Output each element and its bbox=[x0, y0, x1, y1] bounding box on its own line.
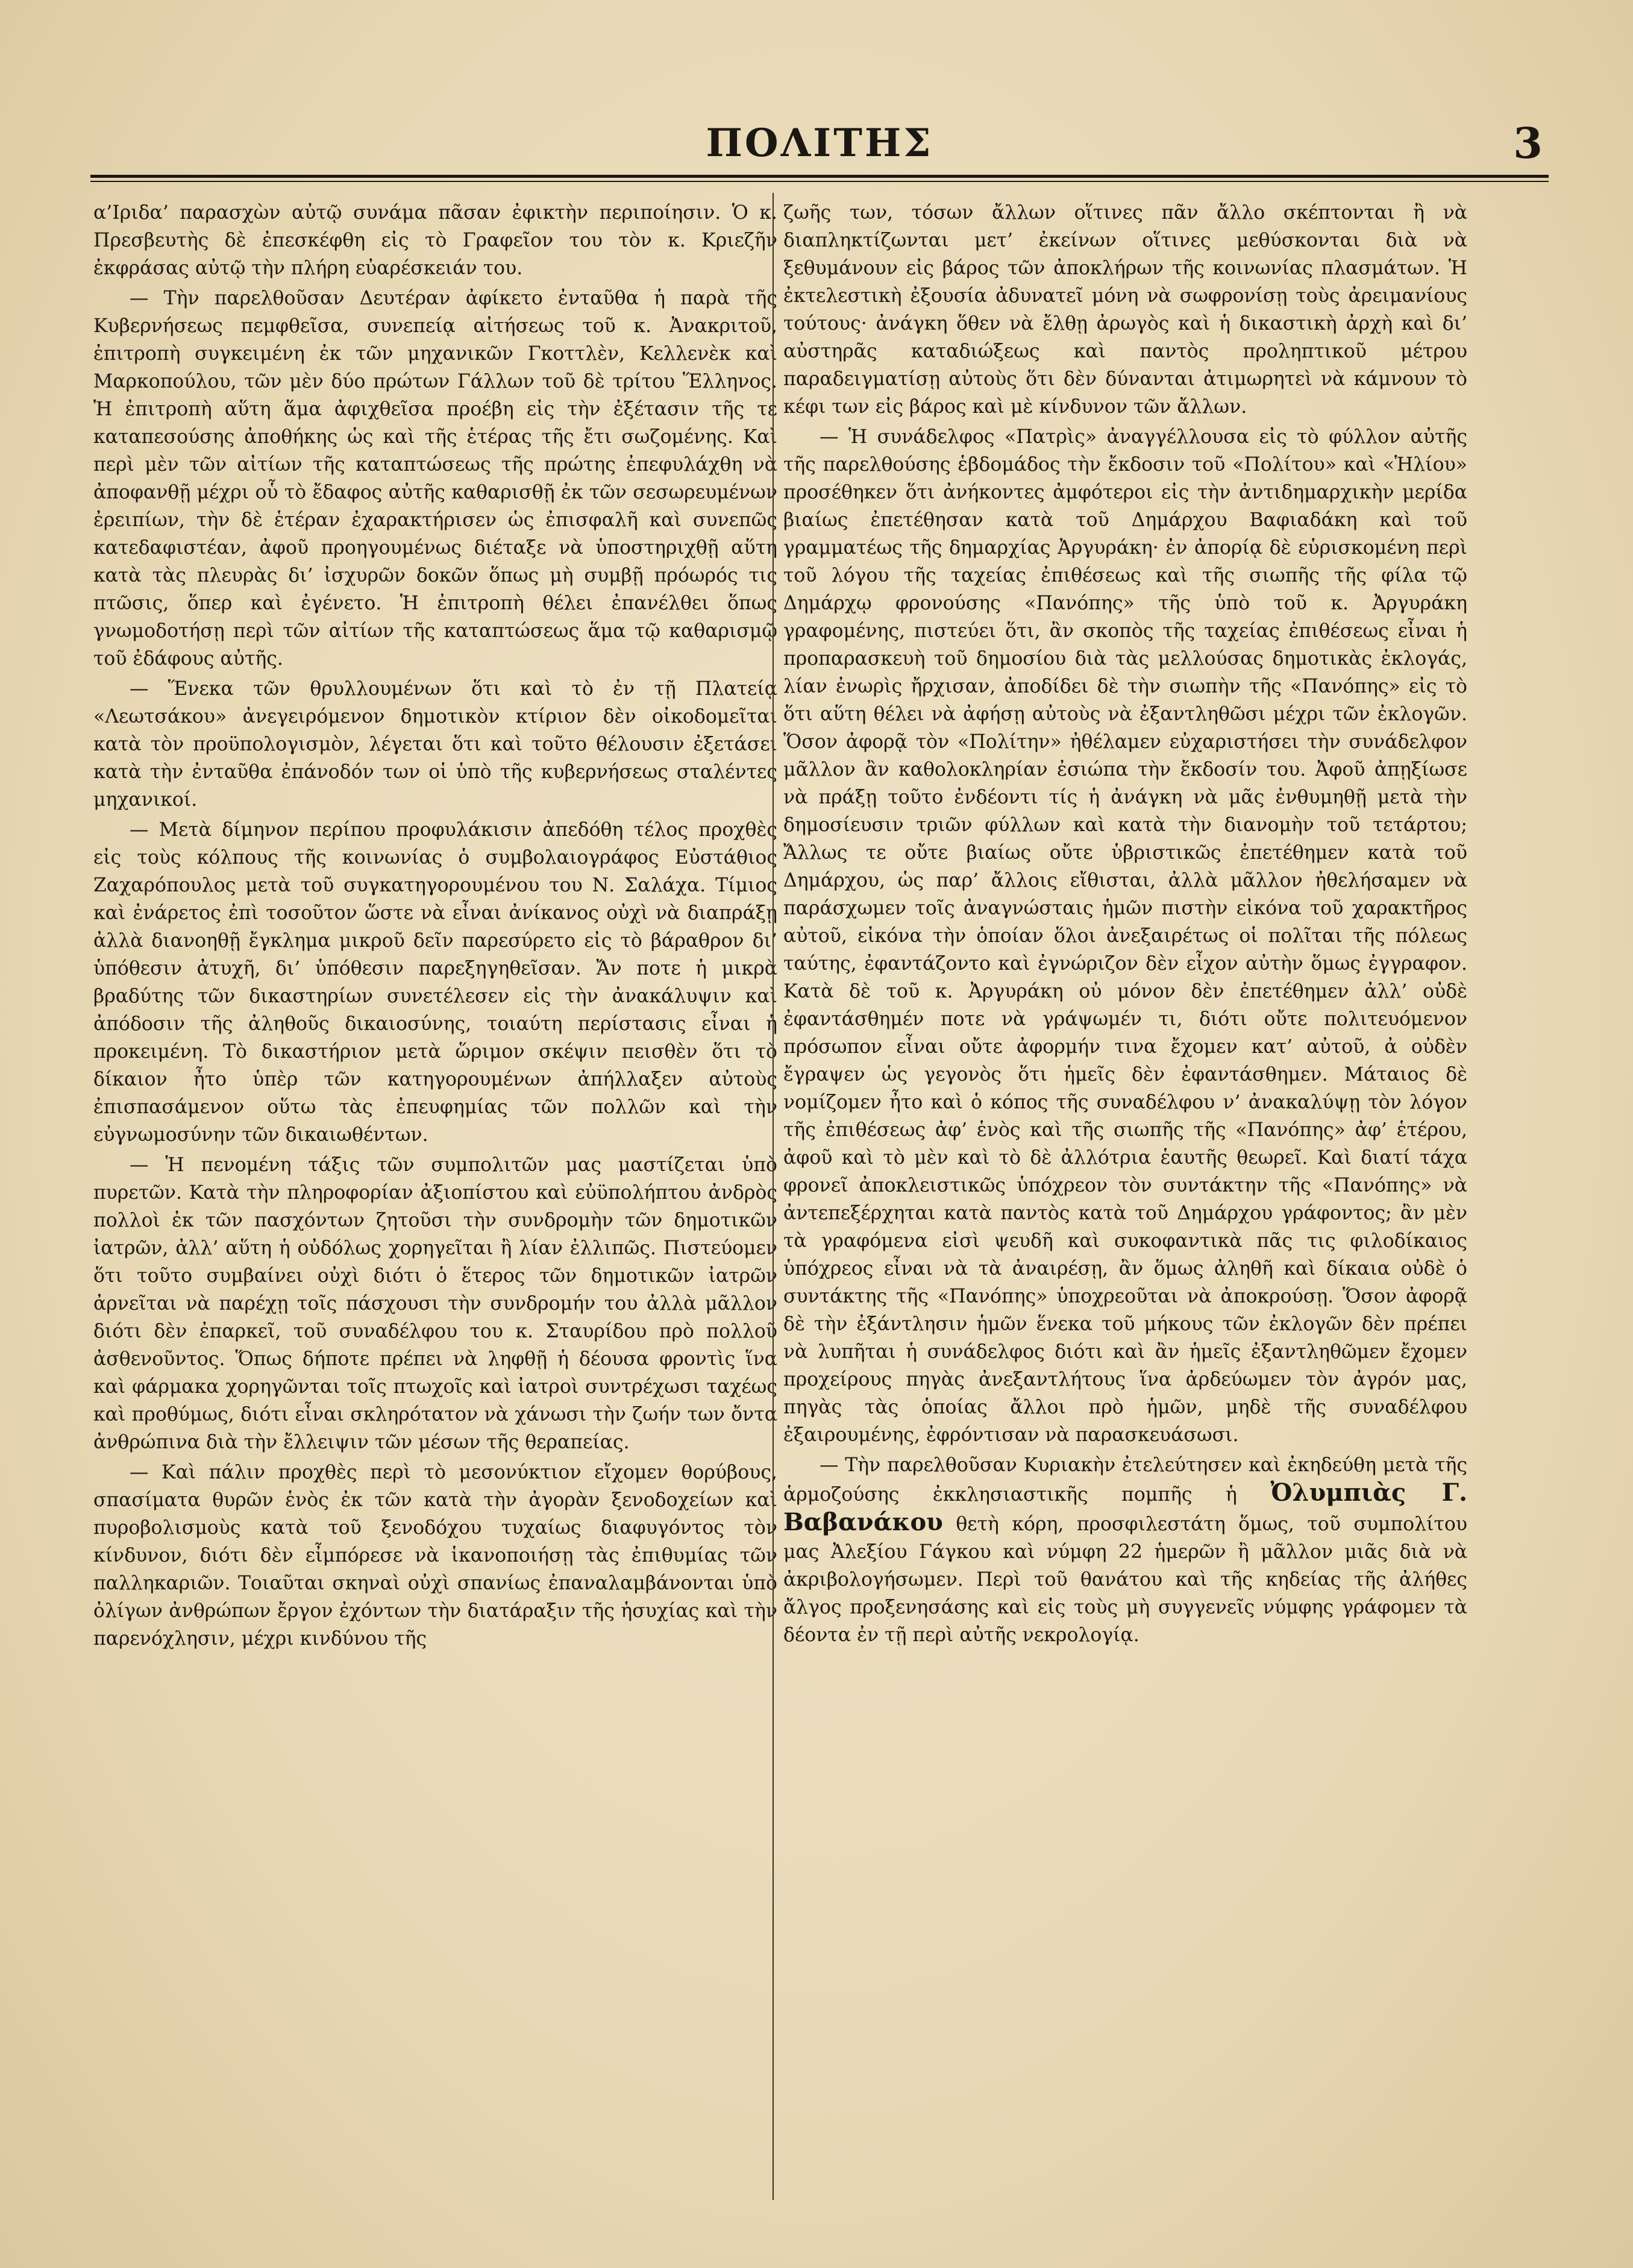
article-paragraph: α’Ιριδα’ παρασχὼν αὐτῷ συνάμα πᾶσαν ἐφικτὴν περιποίησιν. Ὁ κ. Πρεσβευτὴς δὲ ἐπεσκέφθη εἰς τὸ Γραφεῖον του τὸν κ. Κριεζῆν ἐκφράσας αὐτῷ τὴν πλήρη εὐαρέσκειάν του. bbox=[93, 202, 777, 279]
obituary-intro: — Τὴν παρελθοῦσαν Κυριακὴν ἐτελεύτησεν καὶ ἐκηδεύθη μετὰ τῆς ἁρμοζούσης ἐκκλησιαστικῆς πομπῆς ἡ bbox=[783, 1454, 1467, 1506]
article-paragraph: — Ἡ πενομένη τάξις τῶν συμπολιτῶν μας μαστίζεται ὑπὸ πυρετῶν. Κατὰ τὴν πληροφορίαν ἀξιοπίστου καὶ εὐϋπολήπτου ἀνδρὸς πολλοὶ ἐκ τῶν πασχόντων ζητοῦσι τὴν συνδρομὴν τῶν δημοτικῶν ἰατρῶν, ἀλλ’ αὕτη ἡ οὐδόλως χορηγεῖται ἢ λίαν ἐλλιπῶς. Πιστεύομεν ὅτι τοῦτο συμβαίνει οὐχὶ διότι ὁ ἕτερος τῶν δημοτικῶν ἰατρῶν ἀρνεῖται νὰ παρέχῃ τοῖς πάσχουσι τὴν συνδρομήν του ἀλλὰ μᾶλλον διότι δὲν ἐπαρκεῖ, τοῦ συναδέλφου του κ. Σταυρίδου πρὸ πολλοῦ ἀσθενοῦντος. Ὅπως δήποτε πρέπει νὰ ληφθῇ ἡ δέουσα φροντὶς ἵνα καὶ φάρμακα χορηγῶνται τοῖς πτωχοῖς καὶ ἰατροὶ συντρέχωσι ταχέως καὶ προθύμως, διότι εἶναι σκληρότατον νὰ χάνωσι τὴν ζωήν των ὄντα ἀνθρώπινα διὰ τὴν ἔλλειψιν τῶν μέσων τῆς θεραπείας. bbox=[93, 1154, 777, 1453]
obituary-name: Ὀλυμπιὰς Γ. Βαβανάκου bbox=[783, 1478, 1467, 1536]
newspaper-masthead: ΠΟΛΙΤΗΣ bbox=[706, 121, 933, 166]
article-paragraph: — Ἕνεκα τῶν θρυλλουμένων ὅτι καὶ τὸ ἐν τῇ Πλατείᾳ «Λεωτσάκου» ἀνεγειρόμενον δημοτικὸν κτίριον δὲν οἰκοδομεῖται κατὰ τὸν προϋπολογισμὸν, λέγεται ὅτι καὶ τοῦτο θέλουσιν ἐξετάσει κατὰ τὴν ἐνταῦθα ἐπάνοδόν των οἱ ὑπὸ τῆς κυβερνήσεως σταλέντες μηχανικοί. bbox=[93, 678, 777, 811]
page-number: 3 bbox=[1513, 118, 1543, 168]
article-paragraph: — Καὶ πάλιν προχθὲς περὶ τὸ μεσονύκτιον εἴχομεν θορύβους, σπασίματα θυρῶν ἑνὸς ἐκ τῶν κατὰ τὴν ἀγορὰν ξενοδοχείων καὶ πυροβολισμοὺς κατὰ τοῦ ξενοδόχου τυχαίως διαφυγόντος τὸν κίνδυνον, διότι δὲν εἶμπόρεσε νὰ ἱκανοποιήσῃ τὰς ἐπιθυμίας τῶν παλληκαριῶν. Τοιαῦται σκηναὶ οὐχὶ σπανίως ἐπαναλαμβάνονται ὑπὸ ὀλίγων ἀνθρώπων ἔργον ἐχόντων τὴν διατάραξιν τῆς ἡσυχίας καὶ τὴν παρενόχλησιν, μέχρι κινδύνου τῆς bbox=[93, 1462, 777, 1650]
right-column bbox=[783, 199, 1467, 2206]
obituary-paragraph bbox=[783, 1451, 1467, 1649]
left-column bbox=[93, 199, 777, 2206]
header-rule-thin bbox=[90, 181, 1549, 182]
header-rule bbox=[90, 175, 1549, 178]
obituary-text: θετὴ κόρη, προσφιλεστάτη ὅμως, τοῦ συμπολίτου μας Ἀλεξίου Γάγκου καὶ νύμφη 22 ἡμερῶν ἢ μᾶλλον μιᾶς διὰ νὰ ἀκριβολογήσωμεν. Περὶ τοῦ θανάτου καὶ τῆς κηδείας τῆς ἀλήθες ἄλγος προξενησάσης καὶ εἰς τοὺς μὴ συγγενεῖς νύμφης γράφομεν τὰ δέοντα ἐν τῇ περὶ αὐτῆς νεκρολογίᾳ. bbox=[783, 1513, 1467, 1646]
article-paragraph: — Τὴν παρελθοῦσαν Δευτέραν ἀφίκετο ἐνταῦθα ἡ παρὰ τῆς Κυβερνήσεως πεμφθεῖσα, συνεπείᾳ αἰτήσεως τοῦ κ. Ἀνακριτοῦ, ἐπιτροπὴ συγκειμένη ἐκ τῶν μηχανικῶν Γκοττλὲν, Κελλενὲκ καὶ Μαρκοπούλου, τῶν μὲν δύο πρώτων Γάλλων τοῦ δὲ τρίτου Ἕλληνος. Ἡ ἐπιτροπὴ αὕτη ἅμα ἀφιχθεῖσα προέβη εἰς τὴν ἐξέτασιν τῆς τε καταπεσούσης ἀποθήκης ὡς καὶ τῆς ἑτέρας τῆς ἔτι σωζομένης. Καὶ περὶ μὲν τῶν αἰτίων τῆς καταπτώσεως τῆς πρώτης ἐπεφυλάχθη νὰ ἀποφανθῇ μέχρι οὗ τὸ ἔδαφος αὐτῆς καθαρισθῇ ἐκ τῶν σεσωρευμένων ἐρειπίων, τὴν δὲ ἑτέραν ἐχαρακτήρισεν ὡς ἐπισφαλῆ καὶ συνεπῶς κατεδαφιστέαν, ἀφοῦ προηγουμένως διέταξε νὰ ὑποστηριχθῇ αὕτη κατὰ τὰς πλευρὰς δι’ ἰσχυρῶν δοκῶν ὅπως μὴ συμβῇ πρόωρός τις πτῶσις, ὅπερ καὶ ἐγένετο. Ἡ ἐπιτροπὴ θέλει ἐπανέλθει ὅπως γνωμοδοτήσῃ περὶ τῶν αἰτίων τῆς καταπτώσεως ἅμα τῷ καθαρισμῷ τοῦ ἐδάφους αὐτῆς. bbox=[93, 287, 777, 670]
column-divider bbox=[773, 193, 774, 2200]
article-paragraph: ζωῆς των, τόσων ἄλλων οἵτινες πᾶν ἄλλο σκέπτονται ἢ νὰ διαπληκτίζωνται μετ’ ἐκείνων οἵτινες μεθύσκονται διὰ νὰ ξεθυμάνουν εἰς βάρος τῶν ἀποκλήρων τῆς κοινωνίας πλασμάτων. Ἡ ἐκτελεστικὴ ἐξουσία ἀδυνατεῖ μόνη νὰ σωφρονίσῃ τοὺς ἀρειμανίους τούτους· ἀνάγκη ὅθεν νὰ ἔλθῃ ἀρωγὸς καὶ ἡ δικαστικὴ ἀρχὴ καὶ δι’ αὐστηρᾶς καταδιώξεως καὶ παντὸς προληπτικοῦ μέτρου παραδειγματίσῃ αὐτοὺς ὅτι δὲν δύνανται ἀτιμωρητεὶ νὰ κάμνουν τὸ κέφι των εἰς βάρος καὶ μὲ κίνδυνον τῶν ἄλλων. bbox=[783, 202, 1467, 418]
article-paragraph: — Ἡ συνάδελφος «Πατρὶς» ἀναγγέλλουσα εἰς τὸ φύλλον αὐτῆς τῆς παρελθούσης ἑβδομάδος τὴν ἔκδοσιν τοῦ «Πολίτου» καὶ «Ἡλίου» προσέθηκεν ὅτι ἀνήκοντες ἀμφότεροι εἰς τὴν ἀντιδημαρχικὴν μερίδα βιαίως ἐπετέθησαν κατὰ τοῦ Δημάρχου Βαφιαδάκη καὶ τοῦ γραμματέως τῆς δημαρχίας Ἀργυράκη· ἐν ἀπορίᾳ δὲ εὑρισκομένη περὶ τοῦ λόγου τῆς ταχείας ἐπιθέσεως καὶ τῆς σιωπῆς τῆς φίλα τῷ Δημάρχῳ φρονούσης «Πανόπης» τῆς ὑπὸ τοῦ κ. Ἀργυράκη γραφομένης, πιστεύει ὅτι, ἂν σκοπὸς τῆς ταχείας ἐπιθέσεως εἶναι ἡ προπαρασκευὴ τοῦ δημοσίου διὰ τὰς μελλούσας δημοτικὰς ἐκλογάς, λίαν ἐνωρὶς ἤρχισαν, ἀποδίδει δὲ τὴν σιωπὴν τῆς «Πανόπης» εἰς τὸ ὅτι αὕτη θέλει νὰ ἀφήσῃ αὐτοὺς νὰ ἐξαντληθῶσι μέχρι τῶν ἐκλογῶν. Ὅσον ἀφορᾷ τὸν «Πολίτην» ἠθέλαμεν εὐχαριστήσει τὴν συνάδελφον μᾶλλον ἂν καθολοκληρίαν ἐσιώπα τὴν ἔκδοσίν του. Ἀφοῦ ἀπῃξίωσε νὰ πράξῃ τοῦτο ἐνδέοντι τίς ἡ ἀνάγκη νὰ μᾶς ἐνθυμηθῇ μετὰ τὴν δημοσίευσιν τριῶν φύλλων καὶ κατὰ τὴν διανομὴν τοῦ τετάρτου; Ἄλλως τε οὔτε βιαίως οὔτε ὑβριστικῶς ἐπετέθημεν κατὰ τοῦ Δημάρχου, ὡς παρ’ ἄλλοις εἴθισται, ἀλλὰ μᾶλλον ἠθελήσαμεν νὰ παράσχωμεν τοῖς ἀναγνώσταις ἡμῶν πιστὴν εἰκόνα τοῦ χαρακτῆρος αὐτοῦ, εἰκόνα τὴν ὁποίαν ὅλοι ἀνεξαιρέτως οἱ πολῖται τῆς πόλεως ταύτης, ἐφαντάζοντο καὶ ἐγνώριζον δὲν εἶχον αὐτὴν ὅμως ἐγγραφον. Κατὰ δὲ τοῦ κ. Ἀργυράκη οὐ μόνον δὲν ἐπετέθημεν ἀλλ’ οὐδὲ ἐφαντάσθημέν ποτε νὰ γράψωμέν τι, διότι οὔτε πολιτευόμενον πρόσωπον εἶναι οὔτε ἀφορμήν τινα ἔχομεν κατ’ αὐτοῦ, ἀ οὐδὲν ἔγραψεν ὡς γεγονὸς ὅτι ἡμεῖς δὲν ἐφαντάσθημεν. Μάταιος δὲ νομίζομεν ἦτο καὶ ὁ κόπος τῆς συναδέλφου ν’ ἀνακαλύψῃ τὸν λόγον τῆς ἐπιθέσεως ἀφ’ ἑνὸς καὶ τῆς σιωπῆς τῆς «Πανόπης» ἀφ’ ἑτέρου, ἀφοῦ καὶ τὸ μὲν καὶ τὸ δὲ ἀλλότρια ἑαυτῆς θεωρεῖ. Καὶ διατί τάχα φρονεῖ ἀποκλειστικῶς ὑπόχρεον τὸν συντάκτην τῆς «Πανόπης» νὰ ἀντεπεξέρχηται κατὰ παντὸς κατὰ τοῦ Δημάρχου γράφοντος; ἂν μὲν τὰ γραφόμενα εἰσὶ ψευδῆ καὶ συκοφαντικὰ πᾶς τις φιλοδίκαιος ὑπόχρεος εἶναι νὰ τὰ ἀναιρέσῃ, ἂν ὅμως ἀληθῆ καὶ δίκαια οὐδὲ ὁ συντάκτης τῆς «Πανόπης» ὑποχρεοῦται νὰ ἀποκρούσῃ. Ὅσον ἀφορᾷ δὲ τὴν ἐξάντλησιν ἡμῶν ἕνεκα τοῦ μήκους τῶν ἐκλογῶν δὲν πρέπει νὰ λυπῆται ἡ συνάδελφος διότι καὶ ἂν ἡμεῖς ἐξαντληθῶμεν ἔχομεν προχείρους πηγὰς ἀνεξαντλήτους ἵνα ἀρδεύωμεν τὸν ἀγρόν μας, πηγὰς τὰς ὁποίας ἄλλοι πρὸ ἡμῶν, μηδὲ τῆς συναδέλφου ἐξαιρουμένης, ἐφρόντισαν νὰ παρασκευάσωσι. bbox=[783, 426, 1467, 1446]
article-paragraph: — Μετὰ δίμηνον περίπου προφυλάκισιν ἀπεδόθη τέλος προχθὲς εἰς τοὺς κόλπους τῆς κοινωνίας ὁ συμβολαιογράφος Εὐστάθιος Ζαχαρόπουλος μετὰ τοῦ συγκατηγορουμένου του Ν. Σαλάχα. Τίμιος καὶ ἐνάρετος ἐπὶ τοσοῦτον ὥστε νὰ εἶναι ἀνίκανος οὐχὶ νὰ διαπράξῃ ἀλλὰ διανοηθῇ ἔγκλημα μικροῦ δεῖν παρεσύρετο εἰς τὸ βάραθρον δι’ ὑπόθεσιν ἀτυχῆ, δι’ ὑπόθεσιν παρεξηγηθεῖσαν. Ἄν ποτε ἡ μικρὰ βραδύτης τῶν δικαστηρίων συνετέλεσεν εἰς τὴν ἀνακάλυψιν καὶ ἀπόδοσιν τῆς ἀληθοῦς δικαιοσύνης, τοιαύτη περίστασις εἶναι ἡ προκειμένη. Τὸ δικαστήριον μετὰ ὥριμον σκέψιν πεισθὲν ὅτι τὸ δίκαιον ἦτο ὑπὲρ τῶν κατηγορουμένων ἀπήλλαξεν αὐτοὺς ἐπισπασάμενον οὕτω τὰς ἐπευφημίας τῶν πολλῶν καὶ τὴν εὐγνωμοσύνην τῶν δικαιωθέντων. bbox=[93, 819, 777, 1146]
page-header bbox=[90, 118, 1549, 169]
